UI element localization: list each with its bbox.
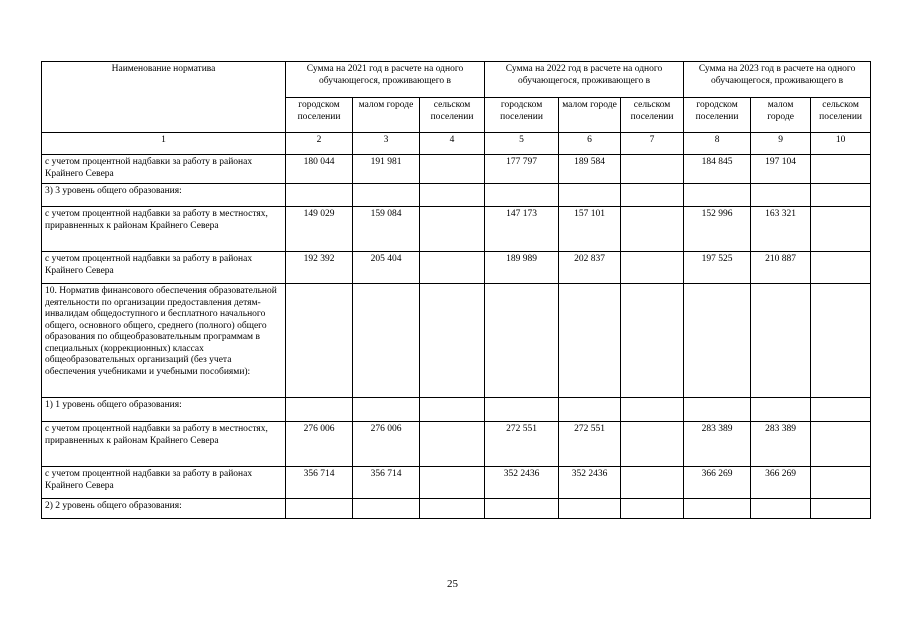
year-header-2023: Сумма на 2023 год в расчете на одного обучающегося, проживающего в <box>684 62 871 98</box>
sub-header: малом городе <box>751 98 811 133</box>
table-cell <box>751 284 811 398</box>
table-cell: 356 714 <box>353 467 420 499</box>
sub-header: сельском поселении <box>621 98 684 133</box>
table-cell <box>811 499 871 519</box>
table-cell <box>811 155 871 184</box>
table-cell <box>485 184 559 207</box>
table-cell <box>420 155 485 184</box>
table-cell: 366 269 <box>751 467 811 499</box>
table-cell <box>559 398 621 422</box>
table-cell <box>811 398 871 422</box>
table-cell <box>811 422 871 467</box>
table-cell <box>811 252 871 284</box>
column-number: 5 <box>485 133 559 155</box>
table-cell: 210 887 <box>751 252 811 284</box>
row-name: с учетом процентной надбавки за работу в районах Крайнего Севера <box>42 252 286 284</box>
table-cell <box>286 284 353 398</box>
column-number: 2 <box>286 133 353 155</box>
sub-header: городском поселении <box>485 98 559 133</box>
row-name: 10. Норматив финансового обеспечения образовательной деятельности по организации предоставления детям-инвалидам общедоступного и бесплатного начального общего, основного общего, среднего (полного) общего образования по общеобразовательным программам в специальных (коррекционных) классах общеобразовательных организаций (без учета обеспечения учебниками и учебными пособиями): <box>42 284 286 398</box>
table-cell <box>751 499 811 519</box>
sub-header: сельском поселении <box>811 98 871 133</box>
table-cell <box>811 184 871 207</box>
table-row <box>42 398 871 422</box>
row-name: с учетом процентной надбавки за работу в местностях, приравненных к районам Крайнего Севера <box>42 422 286 467</box>
table-row <box>42 467 871 499</box>
table-cell: 163 321 <box>751 207 811 252</box>
table-cell <box>353 499 420 519</box>
table-cell <box>684 184 751 207</box>
table-cell: 352 2436 <box>485 467 559 499</box>
table-cell <box>420 398 485 422</box>
year-header-2021: Сумма на 2021 год в расчете на одного обучающегося, проживающего в <box>286 62 485 98</box>
table-cell: 152 996 <box>684 207 751 252</box>
row-name: 3) 3 уровень общего образования: <box>42 184 286 207</box>
table-row <box>42 207 871 252</box>
table-cell <box>420 184 485 207</box>
table-cell <box>621 207 684 252</box>
table-cell <box>621 467 684 499</box>
table-cell <box>485 398 559 422</box>
table-cell <box>621 499 684 519</box>
column-number: 4 <box>420 133 485 155</box>
table-cell: 192 392 <box>286 252 353 284</box>
table-cell: 283 389 <box>684 422 751 467</box>
row-name: с учетом процентной надбавки за работу в местностях, приравненных к районам Крайнего Севера <box>42 207 286 252</box>
table-cell <box>684 284 751 398</box>
normative-table <box>41 61 871 519</box>
table-cell <box>420 252 485 284</box>
table-row <box>42 284 871 398</box>
table-cell <box>621 184 684 207</box>
row-name: 1) 1 уровень общего образования: <box>42 398 286 422</box>
column-number: 6 <box>559 133 621 155</box>
page-number: 25 <box>447 578 458 590</box>
table-cell: 149 029 <box>286 207 353 252</box>
table-cell: 177 797 <box>485 155 559 184</box>
table-cell <box>353 184 420 207</box>
table-cell: 191 981 <box>353 155 420 184</box>
table-cell: 197 104 <box>751 155 811 184</box>
table-cell: 276 006 <box>286 422 353 467</box>
table-cell: 356 714 <box>286 467 353 499</box>
row-name: 2) 2 уровень общего образования: <box>42 499 286 519</box>
table-row <box>42 155 871 184</box>
table-cell <box>621 422 684 467</box>
table-cell <box>811 207 871 252</box>
row-name: с учетом процентной надбавки за работу в районах Крайнего Севера <box>42 467 286 499</box>
column-number: 8 <box>684 133 751 155</box>
column-number: 7 <box>621 133 684 155</box>
table-cell: 159 084 <box>353 207 420 252</box>
table-row <box>42 499 871 519</box>
row-name: с учетом процентной надбавки за работу в районах Крайнего Севера <box>42 155 286 184</box>
table-cell: 276 006 <box>353 422 420 467</box>
table-cell <box>420 284 485 398</box>
table-cell <box>621 284 684 398</box>
sub-header: малом городе <box>559 98 621 133</box>
table-cell <box>353 284 420 398</box>
table-row <box>42 184 871 207</box>
table-cell: 184 845 <box>684 155 751 184</box>
table-cell <box>286 499 353 519</box>
table-cell: 366 269 <box>684 467 751 499</box>
table-row <box>42 252 871 284</box>
table-cell: 189 989 <box>485 252 559 284</box>
sub-header: городском поселении <box>286 98 353 133</box>
table-cell <box>485 499 559 519</box>
sub-header: сельском поселении <box>420 98 485 133</box>
table-cell: 147 173 <box>485 207 559 252</box>
table-cell: 272 551 <box>559 422 621 467</box>
table-cell <box>751 398 811 422</box>
table-cell <box>559 499 621 519</box>
column-number: 10 <box>811 133 871 155</box>
table-cell <box>286 184 353 207</box>
table-cell: 180 044 <box>286 155 353 184</box>
table-cell: 352 2436 <box>559 467 621 499</box>
table-cell <box>684 499 751 519</box>
table-cell <box>811 284 871 398</box>
year-header-2022: Сумма на 2022 год в расчете на одного обучающегося, проживающего в <box>485 62 684 98</box>
name-header: Наименование норматива <box>42 62 286 133</box>
column-number: 9 <box>751 133 811 155</box>
table-cell: 205 404 <box>353 252 420 284</box>
table-cell <box>751 184 811 207</box>
table-cell <box>621 155 684 184</box>
table-row <box>42 422 871 467</box>
table-cell <box>559 184 621 207</box>
table-cell <box>420 467 485 499</box>
table-cell: 189 584 <box>559 155 621 184</box>
table-cell <box>420 207 485 252</box>
table-cell <box>420 499 485 519</box>
table-cell: 272 551 <box>485 422 559 467</box>
table-cell <box>485 284 559 398</box>
table-cell <box>286 398 353 422</box>
table-cell <box>684 398 751 422</box>
column-number: 1 <box>42 133 286 155</box>
table-cell <box>420 422 485 467</box>
table-cell <box>353 398 420 422</box>
table-cell <box>621 398 684 422</box>
table-cell <box>559 284 621 398</box>
table-cell <box>621 252 684 284</box>
table-cell: 157 101 <box>559 207 621 252</box>
table-cell: 197 525 <box>684 252 751 284</box>
table-cell: 283 389 <box>751 422 811 467</box>
column-number: 3 <box>353 133 420 155</box>
sub-header: городском поселении <box>684 98 751 133</box>
table-cell: 202 837 <box>559 252 621 284</box>
table-cell <box>811 467 871 499</box>
sub-header: малом городе <box>353 98 420 133</box>
